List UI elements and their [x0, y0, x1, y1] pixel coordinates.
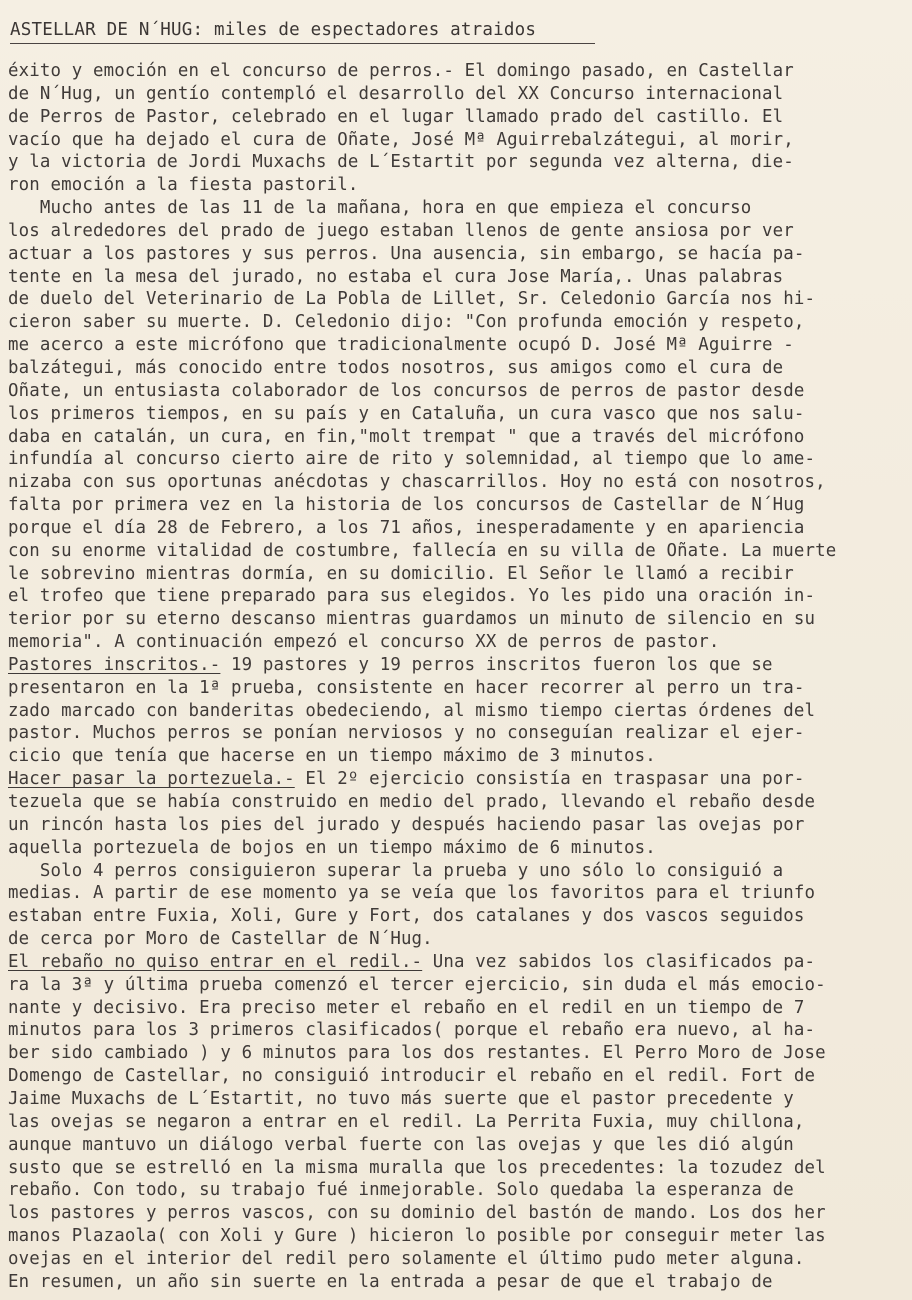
line-text: Mucho antes de las 11 de la mañana, hora en que empieza el concurso — [8, 198, 752, 219]
text-line — [8, 677, 908, 700]
line-text: medias. A partir de ese momento ya se veía que los favoritos para el triunfo — [8, 883, 816, 904]
line-text: el trofeo que tiene preparado para sus elegidos. Yo les pido una oración in- — [8, 586, 816, 607]
line-text: los pastores y perros vascos, con su dominio del bastón de mando. Los dos her — [8, 1203, 826, 1224]
text-line — [8, 540, 908, 563]
text-line — [8, 631, 908, 654]
line-text: las ovejas se negaron a entrar en el redil. La Perrita Fuxia, muy chillona, — [8, 1111, 805, 1132]
line-text: porque el día 28 de Febrero, a los 71 años, inesperadamente y en apariencia — [8, 517, 805, 538]
line-text: le sobrevino mientras dormía, en su domicilio. El Señor le llamó a recibir — [8, 563, 794, 584]
line-text: zado marcado con banderitas obedeciendo, al mismo tiempo ciertas órdenes del — [8, 700, 816, 721]
line-text: minutos para los 3 primeros clasificados( porque el rebaño era nuevo, al ha- — [8, 1020, 816, 1041]
text-line — [8, 471, 908, 494]
line-text: y la victoria de Jordi Muxachs de L´Estartit por segunda vez alterna, die- — [8, 152, 794, 173]
section-heading: Pastores inscritos.- — [8, 654, 221, 675]
text-line — [8, 380, 908, 403]
line-text: susto que se estrelló en la misma muralla que los precedentes: la tozudez del — [8, 1157, 826, 1178]
line-text: tezuela que se había construido en medio del prado, llevando el rebaño desde — [8, 792, 816, 812]
line-text: ber sido cambiado ) y 6 minutos para los dos restantes. El Perro Moro de Jose — [8, 1043, 826, 1064]
text-line — [8, 951, 908, 974]
text-line — [8, 334, 908, 357]
text-line — [8, 997, 908, 1020]
text-line — [8, 722, 908, 745]
text-line — [8, 1134, 908, 1157]
line-text: los alrededores del prado de juego estaban llenos de gente ansiosa por ver — [8, 220, 794, 241]
line-text: estaban entre Fuxia, Xoli, Gure y Fort, dos catalanes y dos vascos seguidos — [8, 906, 805, 927]
article-body — [8, 60, 908, 1294]
text-line — [8, 1065, 908, 1088]
text-line — [8, 768, 908, 791]
text-line — [8, 1042, 908, 1065]
line-text: pastor. Muchos perros se ponían nerviosos y no conseguían realizar el ejer- — [8, 723, 805, 744]
text-line — [8, 1202, 908, 1225]
line-text: Jaime Muxachs de L´Estartit, no tuvo más suerte que el pastor precedente y — [8, 1088, 794, 1109]
line-text: manos Plazaola( con Xoli y Gure ) hicieron lo posible por conseguir meter las — [8, 1226, 826, 1247]
line-text: de Perros de Pastor, celebrado en el lugar llamado prado del castillo. El — [8, 106, 784, 127]
line-text: éxito y emoción en el concurso de perros.- El domingo pasado, en Castellar — [8, 61, 794, 81]
line-text: con su enorme vitalidad de costumbre, fallecía en su villa de Oñate. La muerte — [8, 540, 837, 561]
text-line — [8, 83, 908, 106]
line-text: presentaron en la 1ª prueba, consistente en hacer recorrer al perro un tra- — [8, 677, 805, 698]
text-line — [8, 1157, 908, 1180]
text-line — [8, 882, 908, 905]
line-text: aquella portezuela de bojos en un tiempo máximo de 6 minutos. — [8, 837, 656, 858]
headline-underline — [10, 43, 595, 44]
text-line — [8, 174, 908, 197]
text-line — [8, 837, 908, 860]
text-line — [8, 1271, 908, 1294]
text-line — [8, 357, 908, 380]
text-line — [8, 974, 908, 997]
section-heading: Hacer pasar la portezuela.- — [8, 769, 295, 790]
text-line — [8, 403, 908, 426]
line-text: actuar a los pastores y sus perros. Una ausencia, sin embargo, se hacía pa- — [8, 243, 805, 264]
text-line — [8, 905, 908, 928]
headline: ASTELLAR DE N´HUG: miles de espectadores atraidos — [10, 20, 537, 40]
text-line — [8, 129, 908, 152]
line-text: daba en catalán, un cura, en fin,"molt trempat " que a través del micrófono — [8, 426, 805, 447]
line-text: rebaño. Con todo, su trabajo fué inmejorable. Solo quedaba la esperanza de — [8, 1180, 794, 1201]
text-line — [8, 745, 908, 768]
text-line — [8, 1179, 908, 1202]
line-text: nizaba con sus oportunas anécdotas y chascarrillos. Hoy no está con nosotros, — [8, 472, 826, 493]
line-text: cieron saber su muerte. D. Celedonio dijo: "Con profunda emoción y respeto, — [8, 312, 805, 333]
line-text: infundía al concurso cierto aire de rito y solemnidad, al tiempo que lo ame- — [8, 449, 816, 470]
text-line — [8, 1088, 908, 1111]
text-line — [8, 563, 908, 586]
line-text: los primeros tiempos, en su país y en Cataluña, un cura vasco que nos salu- — [8, 403, 805, 424]
line-text: aunque mantuvo un diálogo verbal fuerte con las ovejas y que les dió algún — [8, 1134, 794, 1155]
line-text: ovejas en el interior del redil pero solamente el último pudo meter alguna. — [8, 1248, 805, 1269]
text-line — [8, 1019, 908, 1042]
line-text: vacío que ha dejado el cura de Oñate, José Mª Aguirrebalzátegui, al morir, — [8, 129, 794, 150]
line-text: ron emoción a la fiesta pastoril. — [8, 175, 359, 196]
line-text: Domengo de Castellar, no consiguió introducir el rebaño en el redil. Fort de — [8, 1066, 816, 1087]
text-line — [8, 494, 908, 517]
text-line — [8, 1225, 908, 1248]
line-text: Oñate, un entusiasta colaborador de los concursos de perros de pastor desde — [8, 380, 805, 401]
text-line — [8, 266, 908, 289]
line-text: balzátegui, más conocido entre todos nosotros, sus amigos como el cura de — [8, 357, 784, 378]
line-text: cicio que tenía que hacerse en un tiempo máximo de 3 minutos. — [8, 746, 656, 767]
line-text: En resumen, un año sin suerte en la entrada a pesar de que el trabajo de — [8, 1271, 773, 1292]
line-text: ra la 3ª y última prueba comenzó el tercer ejercicio, sin duda el más emocio- — [8, 974, 826, 995]
text-line — [8, 1111, 908, 1134]
text-line — [8, 311, 908, 334]
text-line — [8, 106, 908, 129]
line-text: El 2º ejercicio consistía en traspasar una por- — [294, 769, 805, 790]
text-line — [8, 654, 908, 677]
line-text: nante y decisivo. Era preciso meter el rebaño en el redil en un tiempo de 7 — [8, 997, 805, 1018]
text-line — [8, 585, 908, 608]
text-line — [8, 928, 908, 951]
line-text: Una vez sabidos los clasificados pa- — [422, 951, 816, 972]
text-line — [8, 426, 908, 449]
text-line — [8, 448, 908, 471]
text-line — [8, 60, 908, 83]
line-text: de duelo del Veterinario de La Pobla de Lillet, Sr. Celedonio García nos hi- — [8, 289, 816, 310]
line-text: de cerca por Moro de Castellar de N´Hug. — [8, 929, 433, 950]
line-text: me acerco a este micrófono que tradicionalmente ocupó D. José Mª Aguirre - — [8, 335, 794, 356]
text-line — [8, 517, 908, 540]
text-line — [8, 814, 908, 837]
line-text: un rincón hasta los pies del jurado y después haciendo pasar las ovejas por — [8, 814, 805, 835]
text-line — [8, 220, 908, 243]
line-text: 19 pastores y 19 perros inscritos fueron los que se — [220, 654, 773, 675]
text-line — [8, 288, 908, 311]
text-line — [8, 608, 908, 631]
text-line — [8, 791, 908, 814]
text-line — [8, 243, 908, 266]
text-line — [8, 151, 908, 174]
text-line — [8, 1248, 908, 1271]
line-text: terior por su eterno descanso mientras guardamos un minuto de silencio en su — [8, 609, 816, 630]
line-text: memoria". A continuación empezó el concurso XX de perros de pastor. — [8, 632, 720, 653]
text-line — [8, 197, 908, 220]
text-line — [8, 860, 908, 883]
text-line — [8, 700, 908, 723]
line-text: falta por primera vez en la historia de los concursos de Castellar de N´Hug — [8, 495, 805, 516]
section-heading: El rebaño no quiso entrar en el redil.- — [8, 951, 423, 972]
line-text: Solo 4 perros consiguieron superar la prueba y uno sólo lo consiguió a — [8, 860, 784, 881]
line-text: de N´Hug, un gentío contempló el desarrollo del XX Concurso internacional — [8, 83, 784, 104]
line-text: tente en la mesa del jurado, no estaba el cura Jose María,. Unas palabras — [8, 266, 784, 287]
